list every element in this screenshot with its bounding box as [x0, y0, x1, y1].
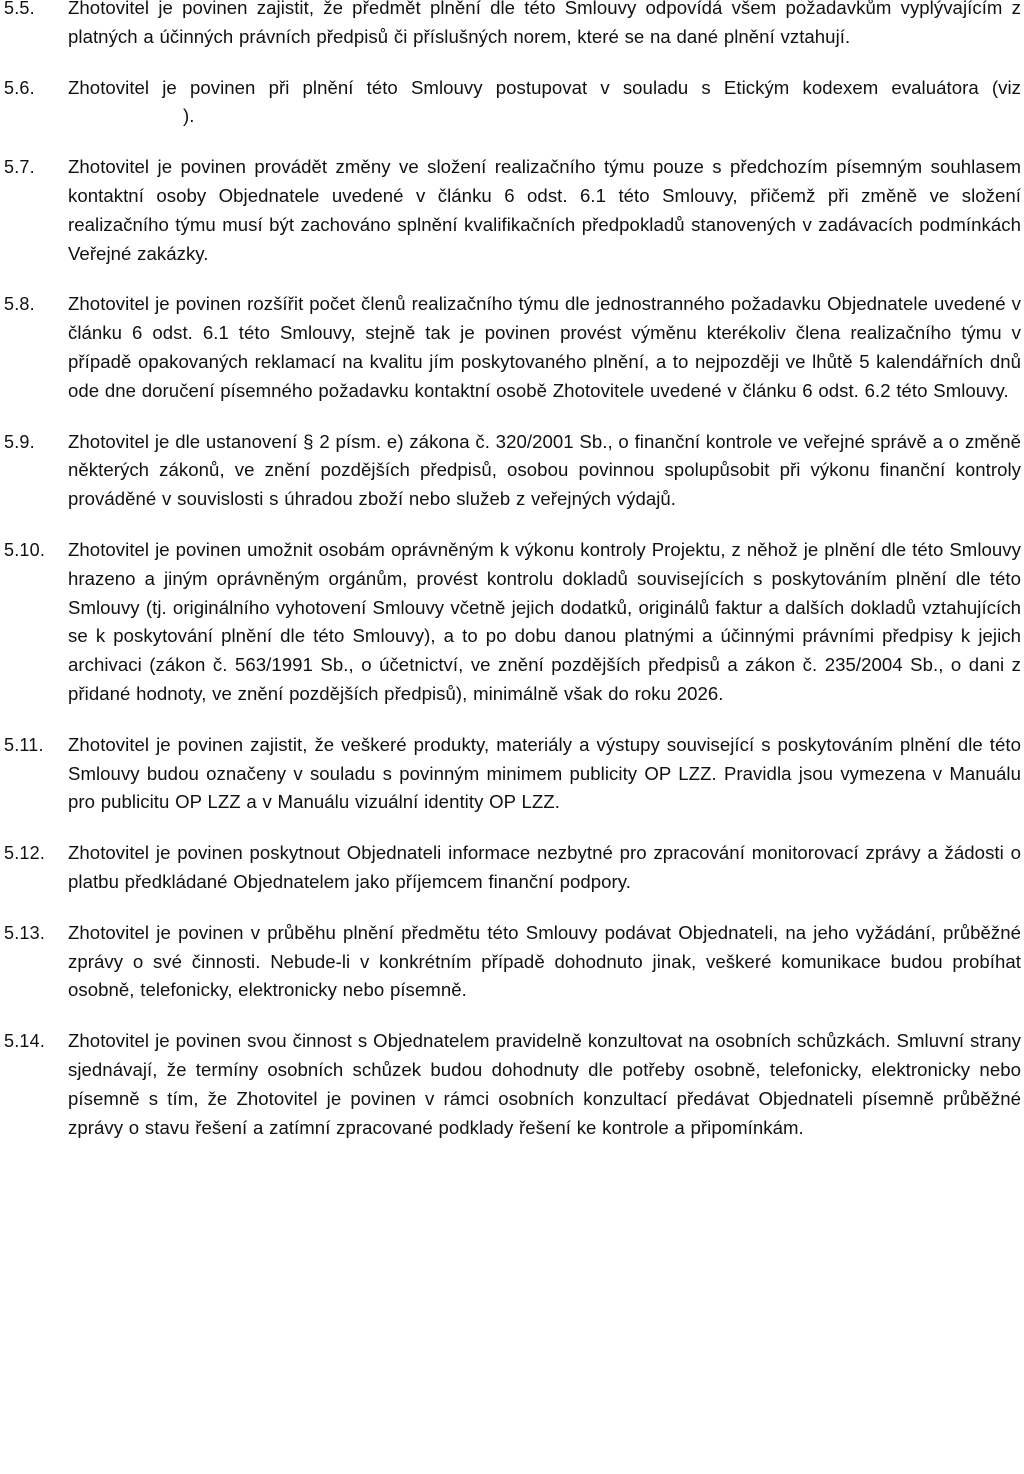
clause-number: 5.14. — [4, 1031, 46, 1052]
clause-text-after-redaction: ). — [183, 105, 195, 127]
clause-5-14 — [0, 1027, 1024, 1142]
clause-5-6 — [0, 74, 1024, 132]
clause-number: 5.7. — [4, 157, 35, 178]
clause-number: 5.10. — [4, 539, 46, 560]
clause-5-11 — [0, 731, 1024, 817]
clause-5-9 — [0, 428, 1024, 514]
clause-text: Zhotovitel je povinen umožnit osobám oprávněným k výkonu kontroly Projektu, z něhož je plnění dle této Smlouvy hrazeno a jiným oprávněným orgánům, provést kontrolu dokladů souvisejících s poskytováním plnění dle této Smlouvy (tj. originálního vyhotovení Smlouvy včetně jejich dodatků, originálů faktur a dalších dokladů vztahujících se k poskytování plnění dle této Smlouvy), a to po dobu danou platnými a účinnými právními předpisy k jejich archivaci (zákon č. 563/1991 Sb., o účetnictví, ve znění pozdějších předpisů a zákon č. 235/2004 Sb., o dani z přidané hodnoty, ve znění pozdějších předpisů), minimálně však do roku 2026. — [68, 538, 1021, 704]
clause-text: Zhotovitel je povinen provádět změny ve složení realizačního týmu pouze s předchozím písemným souhlasem kontaktní osoby Objednatele uvedené v článku 6 odst. 6.1 této Smlouvy, přičemž při změně ve složení realizačního týmu musí být zachováno splnění kvalifikačních předpokladů stanovených v zadávacích podmínkách Veřejné zakázky. — [68, 156, 1021, 264]
clause-5-7 — [0, 153, 1024, 268]
clause-number: 5.8. — [4, 294, 35, 315]
clause-5-8 — [0, 290, 1024, 405]
clause-text: Zhotovitel je povinen svou činnost s Objednatelem pravidelně konzultovat na osobních schůzkách. Smluvní strany sjednávají, že termíny osobních schůzek budou dohodnuty dle potřeby osobně, telefonicky, elektronicky nebo písemně s tím, že Zhotovitel je povinen v rámci osobních konzultací předávat Objednateli písemně průběžné zprávy o stavu řešení a zatímní zpracované podklady řešení ke kontrole a připomínkám. — [68, 1030, 1021, 1138]
clause-text: Zhotovitel je povinen rozšířit počet členů realizačního týmu dle jednostranného požadavku Objednatele uvedené v článku 6 odst. 6.1 této Smlouvy, stejně tak je povinen provést výměnu kterékoliv člena realizačního týmu v případě opakovaných reklamací na kvalitu jím poskytovaného plnění, a to nejpozději ve lhůtě 5 kalendářních dnů ode dne doručení písemného požadavku kontaktní osobě Zhotovitele uvedené v článku 6 odst. 6.2 této Smlouvy. — [68, 293, 1021, 401]
clause-5-10 — [0, 536, 1024, 709]
clause-text: Zhotovitel je povinen poskytnout Objednateli informace nezbytné pro zpracování monitorovací zprávy a žádosti o platbu předkládané Objednatelem jako příjemcem finanční podpory. — [68, 842, 1021, 892]
clause-number: 5.13. — [4, 922, 46, 943]
clause-text: Zhotovitel je povinen zajistit, že veškeré produkty, materiály a výstupy související s poskytováním plnění dle této Smlouvy budou označeny v souladu s povinným minimem publicity OP LZZ. Pravidla jsou vymezena v Manuálu pro publicitu OP LZZ a v Manuálu vizuální identity OP LZZ. — [68, 733, 1021, 813]
clause-number: 5.9. — [4, 431, 35, 452]
clause-text-before-redaction: Zhotovitel je povinen při plnění této Smlouvy postupovat v souladu s Etickým kodexem evaluátora (viz — [68, 76, 1021, 98]
clause-number: 5.11. — [4, 734, 44, 755]
clause-text: Zhotovitel je povinen zajistit, že předmět plnění dle této Smlouvy odpovídá všem požadavkům vyplývajícím z platných a účinných právních předpisů či příslušných norem, které se na dané plnění vztahují. — [68, 0, 1021, 47]
clause-number: 5.5. — [4, 0, 35, 18]
clause-text: Zhotovitel je povinen v průběhu plnění předmětu této Smlouvy podávat Objednateli, na jeho vyžádání, průběžné zprávy o své činnosti. Nebude-li v konkrétním případě dohodnuto jinak, veškeré komunikace budou probíhat osobně, telefonicky, elektronicky nebo písemně. — [68, 921, 1021, 1001]
clause-text — [68, 74, 1021, 132]
clause-number: 5.6. — [4, 77, 35, 98]
clause-5-5 — [0, 0, 1024, 52]
clause-text: Zhotovitel je dle ustanovení § 2 písm. e) zákona č. 320/2001 Sb., o finanční kontrole ve veřejné správě a o změně některých zákonů, ve znění pozdějších předpisů, osobou povinnou spolupůsobit při výkonu finanční kontroly prováděné v souvislosti s úhradou zboží nebo služeb z veřejných výdajů. — [68, 430, 1021, 510]
clause-number: 5.12. — [4, 843, 46, 864]
clause-5-12 — [0, 839, 1024, 897]
clause-5-13 — [0, 919, 1024, 1005]
